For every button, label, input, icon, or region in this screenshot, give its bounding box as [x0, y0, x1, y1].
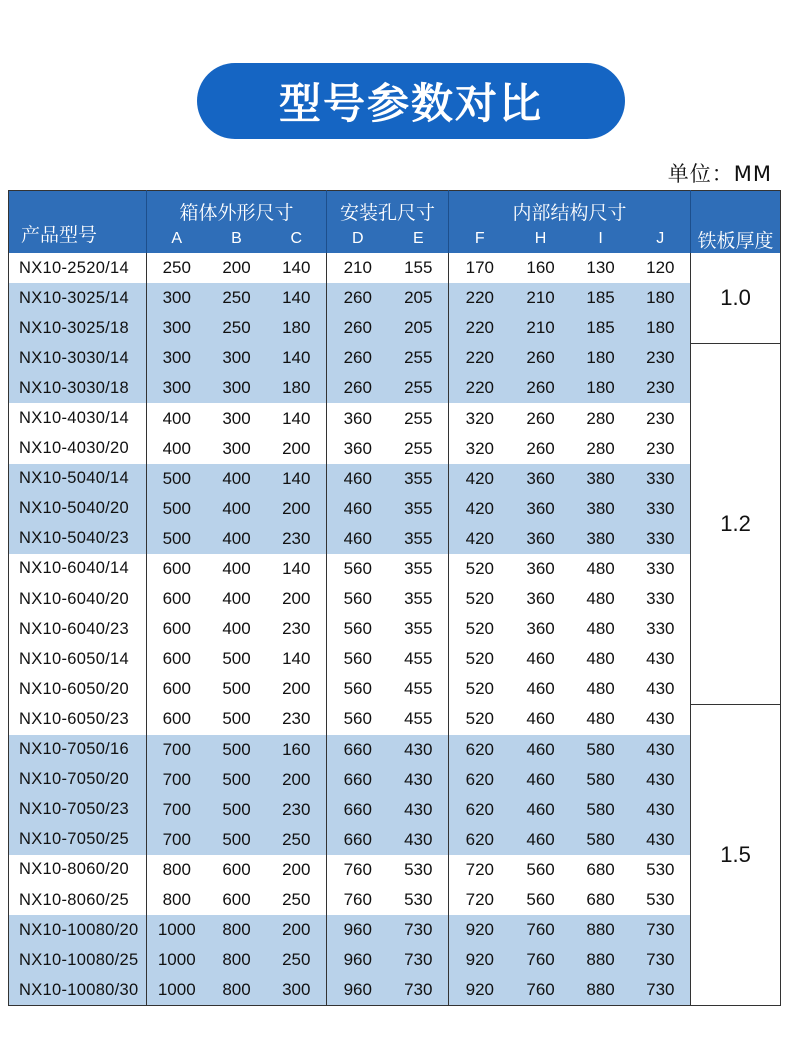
value-cell-h: 360: [511, 524, 571, 554]
header-col-j: J: [631, 225, 691, 253]
value-cell-h: 260: [511, 343, 571, 373]
value-cell-d: 560: [327, 674, 389, 704]
table-row: [9, 434, 781, 464]
table-row: [9, 975, 781, 1006]
value-cell-c: 180: [267, 373, 327, 403]
value-cell-f: 520: [449, 614, 511, 644]
value-cell-a: 1000: [147, 915, 207, 945]
value-cell-e: 455: [404, 649, 433, 669]
value-cell-b: 200: [222, 258, 251, 278]
value-cell-i: 130: [586, 258, 615, 278]
value-cell-e: 355: [389, 464, 449, 494]
value-cell-f: 720: [449, 885, 511, 915]
model-cell: NX10-3025/18: [9, 313, 147, 343]
value-cell-b: 500: [222, 709, 251, 729]
model-cell: NX10-6050/20: [19, 679, 130, 698]
value-cell-h: 160: [526, 258, 555, 278]
value-cell-h: 210: [511, 283, 571, 313]
value-cell-e: 730: [389, 915, 449, 945]
header-col-a: A: [147, 225, 207, 253]
table-row: [9, 494, 781, 524]
value-cell-d: 760: [327, 885, 389, 915]
value-cell-d: 660: [327, 795, 389, 825]
table-row: [9, 855, 781, 885]
value-cell-f: 520: [449, 554, 511, 584]
table-row: [9, 765, 781, 795]
unit-label: 单位：MM: [667, 162, 772, 186]
value-cell-e: 355: [389, 494, 449, 524]
value-cell-i: 280: [586, 438, 615, 458]
value-cell-e: 205: [389, 283, 449, 313]
value-cell-h: 460: [526, 649, 555, 669]
value-cell-h: 360: [526, 619, 555, 639]
value-cell-a: 700: [147, 795, 207, 825]
value-cell-e: 355: [404, 558, 433, 578]
value-cell-d: 960: [327, 915, 389, 945]
spec-table-body: [9, 253, 781, 1006]
header-col-b: B: [207, 225, 267, 253]
value-cell-a: 300: [147, 313, 207, 343]
value-cell-h: 360: [526, 558, 555, 578]
value-cell-a: 1000: [147, 975, 207, 1006]
value-cell-i: 380: [571, 494, 631, 524]
value-cell-j: 730: [631, 975, 691, 1006]
value-cell-e: 430: [389, 765, 449, 795]
value-cell-j: 330: [646, 558, 675, 578]
value-cell-i: 580: [571, 795, 631, 825]
value-cell-c: 230: [282, 709, 311, 729]
table-row: [9, 674, 781, 704]
value-cell-j: 230: [631, 373, 691, 403]
value-cell-i: 480: [586, 558, 615, 578]
value-cell-i: 580: [571, 735, 631, 765]
model-cell: NX10-3025/14: [9, 283, 147, 313]
value-cell-a: 500: [147, 524, 207, 554]
value-cell-d: 260: [327, 343, 389, 373]
value-cell-c: 230: [282, 619, 311, 639]
value-cell-e: 430: [389, 735, 449, 765]
value-cell-h: 360: [511, 464, 571, 494]
value-cell-f: 220: [449, 283, 511, 313]
value-cell-h: 460: [526, 709, 555, 729]
value-cell-c: 230: [267, 795, 327, 825]
table-row: [9, 825, 781, 855]
thickness-cell: 1.2: [691, 343, 781, 704]
value-cell-e: 430: [389, 825, 449, 855]
value-cell-f: 520: [449, 584, 511, 614]
table-row: [9, 343, 781, 373]
value-cell-i: 480: [586, 679, 615, 699]
value-cell-e: 155: [404, 258, 433, 278]
value-cell-a: 700: [147, 825, 207, 855]
value-cell-f: 220: [449, 343, 511, 373]
value-cell-c: 200: [267, 494, 327, 524]
model-cell: NX10-6040/14: [19, 559, 130, 578]
value-cell-f: 220: [449, 313, 511, 343]
value-cell-e: 255: [389, 343, 449, 373]
value-cell-b: 250: [207, 283, 267, 313]
table-row: [9, 313, 781, 343]
value-cell-i: 180: [571, 343, 631, 373]
value-cell-f: 320: [449, 434, 511, 464]
value-cell-h: 260: [526, 438, 555, 458]
value-cell-d: 560: [327, 584, 389, 614]
value-cell-j: 430: [631, 765, 691, 795]
table-row: [9, 373, 781, 403]
value-cell-c: 250: [282, 890, 311, 910]
value-cell-f: 170: [449, 253, 511, 283]
value-cell-c: 250: [267, 945, 327, 975]
model-cell: NX10-10080/25: [9, 945, 147, 975]
value-cell-f: 620: [449, 825, 511, 855]
header-col-h: H: [511, 225, 571, 253]
value-cell-d: 360: [327, 434, 389, 464]
value-cell-i: 580: [571, 825, 631, 855]
value-cell-b: 250: [207, 313, 267, 343]
value-cell-b: 300: [207, 373, 267, 403]
value-cell-h: 560: [526, 890, 555, 910]
header-col-e: E: [389, 225, 449, 253]
model-cell: NX10-4030/20: [19, 439, 130, 458]
table-row: [9, 283, 781, 313]
value-cell-e: 530: [404, 890, 433, 910]
value-cell-e: 430: [389, 795, 449, 825]
value-cell-c: 180: [267, 313, 327, 343]
value-cell-a: 600: [147, 644, 207, 674]
value-cell-h: 460: [526, 679, 555, 699]
value-cell-d: 360: [327, 403, 389, 433]
value-cell-c: 200: [282, 589, 311, 609]
value-cell-i: 580: [571, 765, 631, 795]
model-cell: NX10-7050/20: [9, 765, 147, 795]
value-cell-i: 185: [571, 313, 631, 343]
value-cell-j: 430: [631, 825, 691, 855]
value-cell-b: 400: [222, 619, 251, 639]
value-cell-c: 200: [282, 679, 311, 699]
value-cell-f: 520: [449, 644, 511, 674]
header-col-f: F: [449, 225, 511, 253]
value-cell-b: 400: [222, 558, 251, 578]
value-cell-d: 560: [327, 704, 389, 734]
header-group-outer: 箱体外形尺寸: [147, 191, 327, 226]
model-cell: NX10-6040/23: [19, 619, 130, 638]
value-cell-b: 300: [222, 438, 251, 458]
value-cell-h: 460: [511, 765, 571, 795]
header-col-d: D: [327, 225, 389, 253]
value-cell-h: 760: [511, 975, 571, 1006]
value-cell-e: 205: [389, 313, 449, 343]
value-cell-j: 330: [631, 464, 691, 494]
value-cell-e: 255: [404, 408, 433, 428]
value-cell-i: 680: [586, 890, 615, 910]
value-cell-h: 760: [511, 915, 571, 945]
spec-table: [8, 190, 781, 1006]
value-cell-j: 730: [631, 915, 691, 945]
model-cell: NX10-5040/23: [9, 524, 147, 554]
value-cell-i: 680: [586, 859, 615, 879]
model-cell: NX10-6050/14: [19, 649, 130, 668]
value-cell-a: 300: [147, 373, 207, 403]
model-cell: NX10-10080/20: [9, 915, 147, 945]
value-cell-b: 500: [207, 765, 267, 795]
value-cell-i: 185: [571, 283, 631, 313]
value-cell-c: 250: [267, 825, 327, 855]
value-cell-a: 300: [147, 283, 207, 313]
value-cell-b: 500: [222, 649, 251, 669]
value-cell-j: 180: [631, 283, 691, 313]
value-cell-j: 330: [631, 494, 691, 524]
table-row: [9, 554, 781, 584]
value-cell-j: 430: [646, 679, 675, 699]
model-cell: NX10-2520/14: [19, 258, 130, 277]
value-cell-e: 730: [389, 945, 449, 975]
header-group-mount: 安装孔尺寸: [327, 191, 449, 226]
value-cell-b: 400: [207, 524, 267, 554]
value-cell-b: 400: [207, 464, 267, 494]
value-cell-a: 600: [147, 584, 207, 614]
value-cell-i: 480: [586, 649, 615, 669]
value-cell-a: 400: [147, 403, 207, 433]
value-cell-b: 600: [222, 859, 251, 879]
value-cell-i: 180: [571, 373, 631, 403]
value-cell-c: 140: [267, 283, 327, 313]
value-cell-c: 200: [267, 915, 327, 945]
value-cell-b: 600: [222, 890, 251, 910]
value-cell-f: 620: [449, 735, 511, 765]
header-model: 产品型号: [9, 191, 147, 254]
value-cell-c: 140: [267, 343, 327, 373]
value-cell-d: 560: [327, 614, 389, 644]
value-cell-h: 360: [526, 589, 555, 609]
value-cell-h: 210: [511, 313, 571, 343]
value-cell-i: 880: [571, 975, 631, 1006]
thickness-cell: 1.0: [691, 253, 781, 343]
value-cell-d: 260: [327, 373, 389, 403]
value-cell-c: 300: [267, 975, 327, 1006]
model-cell: NX10-10080/30: [9, 975, 147, 1006]
value-cell-d: 460: [327, 524, 389, 554]
thickness-cell: 1.5: [691, 704, 781, 1005]
value-cell-f: 920: [449, 975, 511, 1006]
table-row: [9, 795, 781, 825]
value-cell-b: 300: [222, 408, 251, 428]
value-cell-d: 260: [327, 283, 389, 313]
table-row: [9, 945, 781, 975]
value-cell-b: 400: [207, 494, 267, 524]
value-cell-c: 140: [267, 464, 327, 494]
table-row: [9, 524, 781, 554]
value-cell-h: 460: [511, 735, 571, 765]
value-cell-j: 230: [631, 343, 691, 373]
value-cell-d: 960: [327, 975, 389, 1006]
model-cell: NX10-7050/25: [9, 825, 147, 855]
header-col-i: I: [571, 225, 631, 253]
value-cell-c: 140: [282, 558, 311, 578]
value-cell-h: 260: [511, 373, 571, 403]
value-cell-a: 500: [147, 464, 207, 494]
value-cell-b: 500: [207, 825, 267, 855]
value-cell-b: 500: [222, 679, 251, 699]
value-cell-f: 320: [449, 403, 511, 433]
value-cell-f: 420: [449, 524, 511, 554]
value-cell-a: 600: [147, 554, 207, 584]
value-cell-c: 200: [282, 859, 311, 879]
value-cell-e: 455: [404, 709, 433, 729]
value-cell-c: 160: [267, 735, 327, 765]
value-cell-j: 530: [646, 859, 675, 879]
value-cell-j: 430: [631, 735, 691, 765]
value-cell-d: 660: [327, 765, 389, 795]
value-cell-a: 250: [147, 253, 207, 283]
model-cell: NX10-4030/14: [19, 409, 130, 428]
value-cell-c: 140: [282, 258, 311, 278]
value-cell-e: 255: [389, 373, 449, 403]
value-cell-h: 760: [511, 945, 571, 975]
value-cell-j: 330: [646, 589, 675, 609]
spec-table-container: [8, 190, 780, 1006]
table-row: [9, 735, 781, 765]
value-cell-i: 380: [571, 524, 631, 554]
model-cell: NX10-8060/20: [19, 860, 130, 879]
value-cell-h: 260: [526, 408, 555, 428]
value-cell-j: 430: [646, 649, 675, 669]
value-cell-d: 760: [327, 855, 389, 885]
value-cell-f: 620: [449, 795, 511, 825]
value-cell-d: 560: [327, 644, 389, 674]
value-cell-f: 420: [449, 494, 511, 524]
table-row: [9, 885, 781, 915]
value-cell-a: 700: [147, 735, 207, 765]
model-cell: NX10-3030/14: [9, 343, 147, 373]
value-cell-i: 480: [586, 709, 615, 729]
model-cell: NX10-3030/18: [9, 373, 147, 403]
value-cell-e: 730: [389, 975, 449, 1006]
model-cell: NX10-6050/23: [19, 709, 130, 728]
value-cell-a: 600: [147, 704, 207, 734]
value-cell-b: 800: [207, 915, 267, 945]
header-col-c: C: [267, 225, 327, 253]
table-row: [9, 704, 781, 734]
value-cell-f: 720: [449, 855, 511, 885]
value-cell-e: 355: [404, 589, 433, 609]
value-cell-i: 480: [586, 589, 615, 609]
value-cell-j: 120: [646, 258, 675, 278]
value-cell-a: 300: [147, 343, 207, 373]
model-cell: NX10-7050/23: [9, 795, 147, 825]
value-cell-b: 800: [207, 945, 267, 975]
value-cell-d: 260: [327, 313, 389, 343]
table-row: [9, 464, 781, 494]
value-cell-b: 500: [207, 795, 267, 825]
value-cell-b: 300: [207, 343, 267, 373]
value-cell-a: 1000: [147, 945, 207, 975]
value-cell-j: 430: [631, 795, 691, 825]
value-cell-f: 220: [449, 373, 511, 403]
value-cell-c: 200: [282, 438, 311, 458]
value-cell-j: 730: [631, 945, 691, 975]
table-row: [9, 644, 781, 674]
value-cell-d: 560: [327, 554, 389, 584]
value-cell-e: 355: [404, 619, 433, 639]
value-cell-a: 800: [147, 885, 207, 915]
value-cell-j: 530: [646, 890, 675, 910]
value-cell-f: 520: [449, 704, 511, 734]
value-cell-d: 660: [327, 825, 389, 855]
value-cell-a: 600: [147, 614, 207, 644]
value-cell-a: 700: [147, 765, 207, 795]
value-cell-d: 210: [327, 253, 389, 283]
value-cell-i: 380: [571, 464, 631, 494]
value-cell-d: 660: [327, 735, 389, 765]
value-cell-i: 880: [571, 945, 631, 975]
value-cell-j: 230: [646, 408, 675, 428]
value-cell-j: 330: [646, 619, 675, 639]
value-cell-j: 230: [646, 438, 675, 458]
value-cell-f: 920: [449, 945, 511, 975]
value-cell-f: 620: [449, 765, 511, 795]
value-cell-i: 280: [586, 408, 615, 428]
value-cell-j: 430: [646, 709, 675, 729]
table-row: [9, 614, 781, 644]
value-cell-d: 960: [327, 945, 389, 975]
value-cell-h: 460: [511, 825, 571, 855]
value-cell-a: 800: [147, 855, 207, 885]
value-cell-h: 560: [526, 859, 555, 879]
header-thickness: 铁板厚度: [691, 191, 781, 254]
value-cell-h: 460: [511, 795, 571, 825]
value-cell-c: 230: [267, 524, 327, 554]
table-row: [9, 253, 781, 283]
value-cell-a: 500: [147, 494, 207, 524]
value-cell-e: 455: [404, 679, 433, 699]
value-cell-c: 140: [282, 649, 311, 669]
value-cell-f: 420: [449, 464, 511, 494]
model-cell: NX10-7050/16: [9, 735, 147, 765]
table-row: [9, 915, 781, 945]
value-cell-f: 920: [449, 915, 511, 945]
model-cell: NX10-5040/20: [9, 494, 147, 524]
value-cell-b: 500: [207, 735, 267, 765]
value-cell-a: 600: [147, 674, 207, 704]
model-cell: NX10-6040/20: [19, 589, 130, 608]
value-cell-e: 530: [404, 859, 433, 879]
value-cell-j: 180: [631, 313, 691, 343]
value-cell-b: 800: [207, 975, 267, 1006]
value-cell-h: 360: [511, 494, 571, 524]
value-cell-d: 460: [327, 494, 389, 524]
value-cell-i: 880: [571, 915, 631, 945]
table-row: [9, 584, 781, 614]
value-cell-e: 255: [404, 438, 433, 458]
model-cell: NX10-5040/14: [9, 464, 147, 494]
value-cell-i: 480: [586, 619, 615, 639]
model-cell: NX10-8060/25: [19, 890, 130, 909]
value-cell-c: 140: [282, 408, 311, 428]
value-cell-f: 520: [449, 674, 511, 704]
value-cell-j: 330: [631, 524, 691, 554]
value-cell-a: 400: [147, 434, 207, 464]
value-cell-e: 355: [389, 524, 449, 554]
header-group-inner: 内部结构尺寸: [449, 191, 691, 226]
page-title: 型号参数对比: [197, 63, 625, 139]
value-cell-d: 460: [327, 464, 389, 494]
table-row: [9, 403, 781, 433]
value-cell-c: 200: [267, 765, 327, 795]
value-cell-b: 400: [222, 589, 251, 609]
